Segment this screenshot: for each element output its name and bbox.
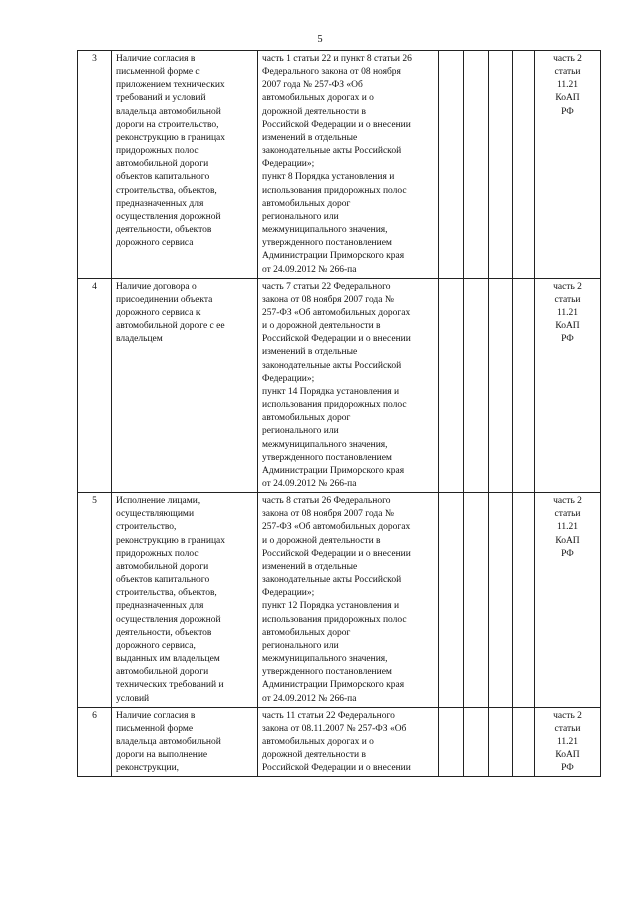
legal-basis-text-line: автомобильных дорог (262, 198, 351, 209)
legal-basis-text-line: от 24.09.2012 № 266-па (262, 479, 357, 489)
koap-text-line: 11.21 (556, 522, 579, 533)
koap-text-line: КоАП (555, 93, 580, 104)
empty-answer-cell (489, 493, 513, 708)
requirement-text-line: письменной форме (116, 723, 194, 734)
legal-basis-text-line: пункт 8 Порядка установления и (262, 172, 395, 183)
legal-basis-text-line: изменений в отдельные (262, 347, 358, 358)
empty-answer-cell (464, 51, 489, 279)
legal-basis-text-line: утвержденного постановлением (262, 452, 392, 463)
legal-basis-text-line: Администрации Приморского края (262, 251, 405, 262)
legal-basis-text-line: от 24.09.2012 № 266-па (262, 693, 357, 704)
table-body (78, 51, 601, 777)
koap-cell (535, 51, 601, 279)
table-row (78, 51, 601, 279)
legal-basis-text-line: 257-ФЗ «Об автомобильных дорогах (262, 307, 411, 318)
koap-cell (535, 707, 601, 777)
legal-basis-text-line: 2007 года № 257-ФЗ «Об (262, 80, 363, 91)
koap-text-line: статьи (554, 509, 581, 520)
empty-answer-cell (489, 278, 513, 493)
legal-basis-text-line: дорожной деятельности в (262, 106, 366, 117)
legal-basis-text-line: межмуниципального значения, (262, 225, 388, 236)
koap-text-line: РФ (561, 106, 574, 117)
legal-basis-text-line: Российской Федерации и о внесении (262, 334, 411, 345)
requirement-cell (112, 493, 258, 708)
koap-text-line: 11.21 (556, 80, 579, 91)
legal-basis-cell (258, 707, 439, 777)
legal-basis-text-line: межмуниципального значения, (262, 439, 388, 450)
requirement-text-line: присоединении объекта (116, 294, 213, 305)
legal-basis-text-line: и о дорожной деятельности в (262, 535, 381, 546)
requirement-text-line: Наличие договора о (116, 281, 197, 292)
empty-answer-cell (464, 493, 489, 708)
requirement-text-line: строительства, объектов, (116, 588, 217, 599)
legal-basis-text-line: пункт 12 Порядка установления и (262, 601, 400, 612)
requirement-text-line: дорожного сервиса, (116, 640, 196, 651)
legal-basis-text-line: законодательные акты Российской (262, 575, 402, 586)
legal-basis-text-line: закона от 08 ноября 2007 года № (262, 509, 394, 520)
empty-answer-cell (513, 493, 535, 708)
legal-basis-text-line: законодательные акты Российской (262, 146, 402, 157)
legal-basis-text-line: Федерации»; (262, 159, 315, 170)
legal-basis-text-line: автомобильных дорогах и о (262, 93, 374, 104)
requirement-text-line: дороги на строительство, (116, 119, 219, 130)
requirement-text-line: реконструкцию в границах (116, 132, 225, 143)
empty-answer-cell (489, 51, 513, 279)
requirement-text-line: придорожных полос (116, 548, 199, 559)
empty-answer-cell (489, 707, 513, 777)
koap-text-line: статьи (554, 723, 581, 734)
legal-basis-text-line: Российской Федерации и о внесении (262, 119, 411, 130)
koap-text-line: статьи (554, 294, 581, 305)
row-number-cell (78, 707, 112, 777)
legal-basis-text-line: использования придорожных полос (262, 185, 407, 196)
requirement-text-line: объектов капитального (116, 172, 210, 183)
empty-answer-cell (439, 278, 464, 493)
legal-basis-text-line: Федерации»; (262, 373, 315, 384)
legal-basis-text-line: закона от 08 ноября 2007 года № (262, 294, 394, 305)
requirement-text-line: придорожных полос (116, 146, 199, 157)
requirement-text-line: осуществления дорожной (116, 614, 221, 625)
legal-basis-text-line: автомобильных дорогах и о (262, 736, 374, 747)
row-number-cell (78, 278, 112, 493)
requirement-text-line: приложением технических (116, 80, 225, 91)
requirement-text-line: владельцем (116, 334, 163, 345)
legal-basis-text-line: Российской Федерации и о внесении (262, 548, 411, 559)
legal-basis-text-line: пункт 14 Порядка установления и (262, 386, 400, 397)
legal-basis-cell (258, 278, 439, 493)
requirement-text-line: строительство, (116, 522, 177, 533)
koap-text-line: КоАП (555, 750, 580, 761)
requirement-text-line: автомобильной дороги (116, 159, 209, 170)
koap-text-line: 11.21 (556, 736, 579, 747)
requirement-text-line: условий (116, 693, 150, 704)
empty-answer-cell (464, 278, 489, 493)
row-number: 5 (92, 496, 97, 507)
requirement-text-line: объектов капитального (116, 575, 210, 586)
row-number: 6 (92, 710, 97, 721)
requirement-text-line: владельца автомобильной (116, 736, 221, 747)
requirement-text-line: выданных им владельцем (116, 654, 220, 665)
row-number-cell (78, 493, 112, 708)
legal-basis-text-line: изменений в отдельные (262, 132, 358, 143)
legal-basis-text-line: дорожной деятельности в (262, 750, 366, 761)
legal-basis-text-line: часть 11 статьи 22 Федерального (262, 710, 395, 721)
requirement-text-line: дорожного сервиса к (116, 307, 201, 318)
requirement-text-line: требований и условий (116, 93, 206, 104)
legal-basis-text-line: 257-ФЗ «Об автомобильных дорогах (262, 522, 411, 533)
empty-answer-cell (439, 51, 464, 279)
checklist-table (77, 50, 601, 777)
koap-text-line: часть 2 (553, 54, 582, 64)
requirement-text-line: Исполнение лицами, (116, 496, 201, 507)
requirement-text-line: реконструкции, (116, 763, 180, 774)
requirement-text-line: деятельности, объектов (116, 225, 212, 236)
requirement-text-line: осуществляющими (116, 509, 195, 520)
requirement-text-line: автомобильной дороге с ее (116, 321, 225, 332)
legal-basis-text-line: утвержденного постановлением (262, 667, 392, 678)
legal-basis-cell (258, 493, 439, 708)
legal-basis-text-line: и о дорожной деятельности в (262, 321, 381, 332)
requirement-text-line: предназначенных для (116, 601, 204, 612)
requirement-text-line: Наличие согласия в (116, 54, 196, 64)
legal-basis-text-line: автомобильных дорог (262, 413, 351, 424)
legal-basis-text-line: регионального или (262, 640, 339, 651)
requirement-cell (112, 278, 258, 493)
legal-basis-text-line: часть 1 статьи 22 и пункт 8 статьи 26 (262, 54, 412, 64)
requirement-text-line: технических требований и (116, 680, 224, 691)
requirement-text-line: автомобильной дороги (116, 561, 209, 572)
requirement-cell (112, 51, 258, 279)
page-number: 5 (317, 34, 323, 45)
legal-basis-text-line: Российской Федерации и о внесении (262, 763, 411, 774)
koap-text-line: часть 2 (553, 496, 582, 507)
legal-basis-text-line: от 24.09.2012 № 266-па (262, 264, 357, 275)
requirement-text-line: строительства, объектов, (116, 185, 217, 196)
requirement-text-line: владельца автомобильной (116, 106, 221, 117)
koap-text-line: РФ (561, 763, 574, 774)
koap-cell (535, 493, 601, 708)
requirement-text-line: реконструкцию в границах (116, 535, 225, 546)
legal-basis-text-line: использования придорожных полос (262, 614, 407, 625)
empty-answer-cell (439, 707, 464, 777)
empty-answer-cell (464, 707, 489, 777)
requirement-text-line: автомобильной дороги (116, 667, 209, 678)
row-number: 3 (92, 54, 97, 64)
koap-text-line: КоАП (555, 535, 580, 546)
requirement-text-line: предназначенных для (116, 198, 204, 209)
legal-basis-text-line: изменений в отдельные (262, 561, 358, 572)
koap-text-line: часть 2 (553, 710, 582, 721)
koap-text-line: РФ (561, 548, 574, 559)
table-row (78, 278, 601, 493)
legal-basis-cell (258, 51, 439, 279)
row-number: 4 (92, 281, 97, 292)
koap-cell (535, 278, 601, 493)
legal-basis-text-line: Федерации»; (262, 588, 315, 599)
legal-basis-text-line: автомобильных дорог (262, 627, 351, 638)
table-row (78, 493, 601, 708)
koap-text-line: 11.21 (556, 307, 579, 318)
legal-basis-text-line: часть 7 статьи 22 Федерального (262, 281, 391, 292)
legal-basis-text-line: межмуниципального значения, (262, 654, 388, 665)
requirement-text-line: Наличие согласия в (116, 710, 196, 721)
requirement-text-line: дороги на выполнение (116, 750, 208, 761)
requirement-text-line: письменной форме с (116, 67, 200, 78)
koap-text-line: часть 2 (553, 281, 582, 292)
requirement-cell (112, 707, 258, 777)
legal-basis-text-line: закона от 08.11.2007 № 257-ФЗ «Об (262, 723, 407, 734)
row-number-cell (78, 51, 112, 279)
legal-basis-text-line: утвержденного постановлением (262, 238, 392, 249)
table-row (78, 707, 601, 777)
requirement-text-line: дорожного сервиса (116, 238, 194, 249)
legal-basis-text-line: Администрации Приморского края (262, 465, 405, 476)
requirement-text-line: деятельности, объектов (116, 627, 212, 638)
empty-answer-cell (439, 493, 464, 708)
legal-basis-text-line: Федерального закона от 08 ноября (262, 67, 401, 78)
legal-basis-text-line: Администрации Приморского края (262, 680, 405, 691)
legal-basis-text-line: регионального или (262, 211, 339, 222)
koap-text-line: РФ (561, 334, 574, 345)
koap-text-line: статьи (554, 67, 581, 78)
empty-answer-cell (513, 707, 535, 777)
legal-basis-text-line: законодательные акты Российской (262, 360, 402, 371)
koap-text-line: КоАП (555, 321, 580, 332)
legal-basis-text-line: регионального или (262, 426, 339, 437)
empty-answer-cell (513, 278, 535, 493)
requirement-text-line: осуществления дорожной (116, 211, 221, 222)
empty-answer-cell (513, 51, 535, 279)
legal-basis-text-line: использования придорожных полос (262, 400, 407, 411)
legal-basis-text-line: часть 8 статьи 26 Федерального (262, 496, 391, 507)
